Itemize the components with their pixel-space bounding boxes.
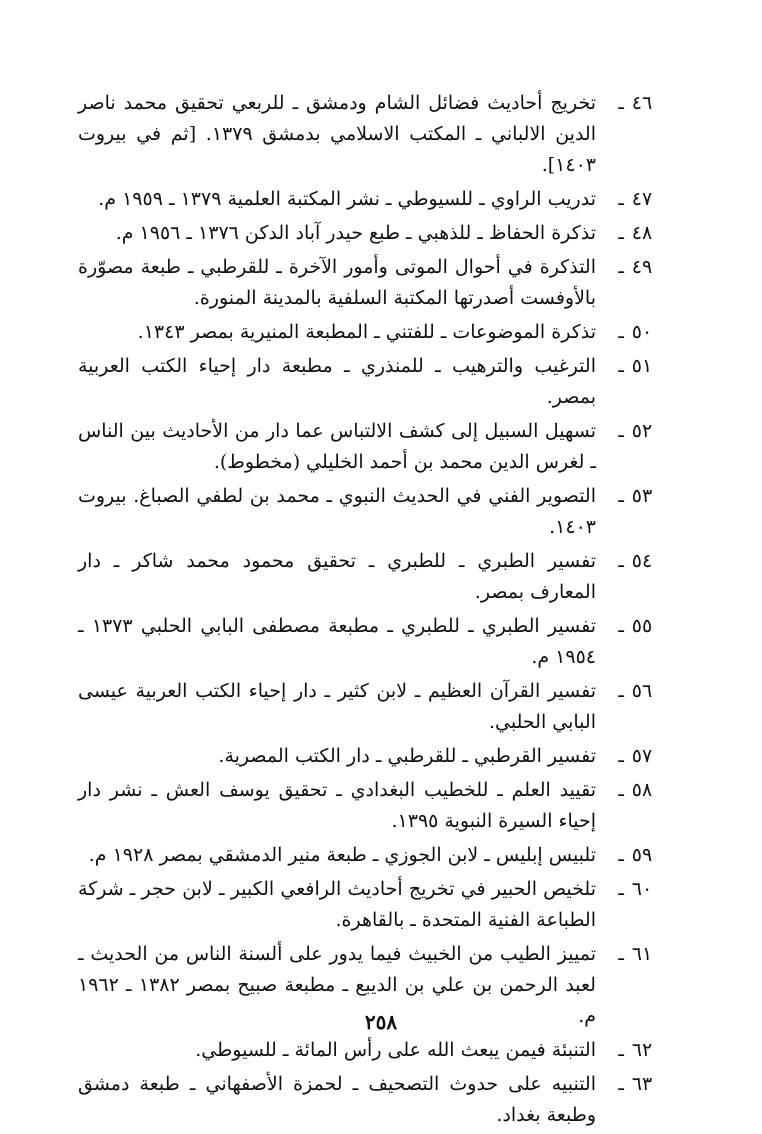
entry-text: تلخيص الحبير في تخريج أحاديث الرافعي الكبير ـ لابن حجر ـ شركة الطباعة الفنية المتحدة ـ بالقاهرة.: [78, 878, 596, 931]
bibliography-list: [78, 88, 654, 1134]
entry-dash: ـ: [618, 878, 624, 900]
list-item: [78, 741, 654, 772]
entry-number: ٤٦: [631, 92, 653, 114]
entry-number: ٥٣: [631, 485, 653, 507]
list-item: [78, 252, 654, 314]
entry-text: التصوير الفني في الحديث النبوي ـ محمد بن لطفي الصباغ. بيروت ١٤٠٣.: [78, 485, 596, 538]
entry-text: تفسير القرطبي ـ للقرطبي ـ دار الكتب المصرية.: [218, 745, 596, 767]
entry-text: تذكرة الحفاظ ـ للذهبي ـ طبع حيدر آباد الدكن ١٣٧٦ ـ ١٩٥٦ م.: [115, 222, 596, 244]
entry-number: ٥٩: [631, 844, 653, 866]
entry-number: ٦١: [631, 943, 653, 965]
entry-text: التنبيه على حدوث التصحيف ـ لحمزة الأصفهاني ـ طبعة دمشق وطبعة بغداد.: [78, 1073, 596, 1126]
entry-number: ٥٠: [631, 321, 653, 343]
entry-text: الترغيب والترهيب ـ للمنذري ـ مطبعة دار إحياء الكتب العربية بمصر.: [78, 355, 596, 408]
list-item: [78, 184, 654, 215]
entry-text: تسهيل السبيل إلى كشف الالتباس عما دار من الأحاديث بين الناس ـ لغرس الدين محمد بن أحمد الخليلي (مخطوط).: [78, 420, 596, 473]
entry-text: تمييز الطيب من الخبيث فيما يدور على ألسنة الناس من الحديث ـ لعبد الرحمن بن علي بن الديبع ـ مطبعة صبيح بمصر ١٣٨٢ ـ ١٩٦٢ م.: [78, 943, 596, 1027]
entry-text: التذكرة في أحوال الموتى وأمور الآخرة ـ للقرطبي ـ طبعة مصوّرة بالأوفست أصدرتها المكتبة السلفية بالمدينة المنورة.: [78, 256, 596, 309]
entry-dash: ـ: [618, 420, 624, 442]
entry-number: ٥٨: [631, 779, 653, 801]
list-item: [78, 611, 654, 673]
entry-dash: ـ: [618, 779, 624, 801]
entry-text: تقييد العلم ـ للخطيب البغدادي ـ تحقيق يوسف العش ـ نشر دار إحياء السيرة النبوية ١٣٩٥.: [78, 779, 596, 832]
list-item: [78, 775, 654, 837]
list-item: [78, 1069, 654, 1131]
entry-text: التنبئة فيمن يبعث الله على رأس المائة ـ للسيوطي.: [195, 1039, 596, 1061]
list-item: [78, 481, 654, 543]
entry-dash: ـ: [618, 355, 624, 377]
entry-number: ٥٦: [631, 680, 653, 702]
entry-dash: ـ: [618, 222, 624, 244]
entry-text: تذكرة الموضوعات ـ للفتني ـ المطبعة المنيرية بمصر ١٣٤٣.: [137, 321, 596, 343]
entry-dash: ـ: [618, 1039, 624, 1061]
entry-dash: ـ: [618, 943, 624, 965]
list-item: [78, 676, 654, 738]
entry-number: ٥٧: [631, 745, 653, 767]
entry-text: تدريب الراوي ـ للسيوطي ـ نشر المكتبة العلمية ١٣٧٩ ـ ١٩٥٩ م.: [98, 188, 596, 210]
entry-dash: ـ: [618, 680, 624, 702]
entry-number: ٦٣: [631, 1073, 653, 1095]
entry-number: ٤٩: [631, 256, 653, 278]
entry-text: تخريج أحاديث فضائل الشام ودمشق ـ للربعي تحقيق محمد ناصر الدين الالباني ـ المكتب الاسلامي بدمشق ١٣٧٩. [ثم في بيروت ١٤٠٣].: [78, 92, 597, 176]
list-item: [78, 416, 654, 478]
entry-dash: ـ: [618, 485, 624, 507]
list-item: [78, 840, 654, 871]
entry-dash: ـ: [618, 188, 624, 210]
list-item: [78, 874, 654, 936]
entry-dash: ـ: [618, 321, 624, 343]
entry-text: تفسير الطبري ـ للطبري ـ تحقيق محمود محمد شاكر ـ دار المعارف بمصر.: [78, 550, 596, 603]
entry-number: ٦٢: [631, 1039, 653, 1061]
entry-number: ٤٧: [631, 188, 653, 210]
entry-number: ٥٢: [631, 420, 653, 442]
entry-dash: ـ: [618, 550, 624, 572]
entry-dash: ـ: [618, 256, 624, 278]
entry-text: تفسير القرآن العظيم ـ لابن كثير ـ دار إحياء الكتب العربية عيسى البابي الحلبي.: [78, 680, 596, 733]
entry-number: ٥٥: [631, 615, 653, 637]
entry-number: ٥١: [631, 355, 653, 377]
list-item: [78, 218, 654, 249]
entry-dash: ـ: [618, 1073, 624, 1095]
list-item: [78, 88, 654, 181]
list-item: [78, 351, 654, 413]
list-item: [78, 317, 654, 348]
entry-number: ٦٠: [631, 878, 653, 900]
entry-number: ٥٤: [631, 550, 653, 572]
entry-dash: ـ: [618, 92, 624, 114]
list-item: [78, 546, 654, 608]
entry-text: تلبيس إبليس ـ لابن الجوزي ـ طبعة منير الدمشقي بمصر ١٩٢٨ م.: [88, 844, 596, 866]
page-number: ٢٥٨: [364, 1010, 398, 1034]
entry-dash: ـ: [618, 615, 624, 637]
entry-number: ٤٨: [631, 222, 653, 244]
entry-dash: ـ: [618, 745, 624, 767]
entry-dash: ـ: [618, 844, 624, 866]
list-item: [78, 1035, 654, 1066]
entry-text: تفسير الطبري ـ للطبري ـ مطبعة مصطفى البابي الحلبي ١٣٧٣ ـ ١٩٥٤ م.: [78, 615, 596, 668]
